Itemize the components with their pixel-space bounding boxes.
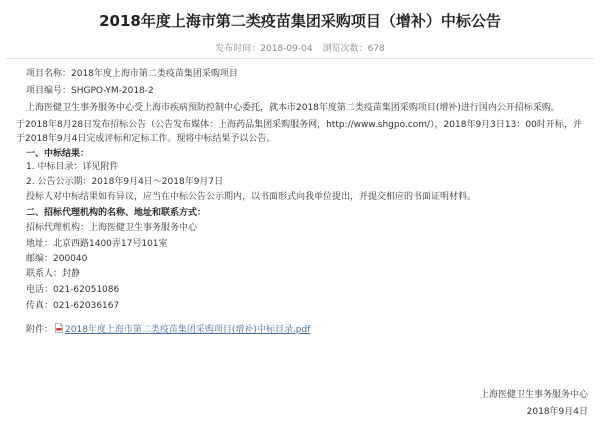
agency-name: 招标代理机构：上海医健卫生事务服务中心 <box>26 223 198 233</box>
page-title: 2018年度上海市第二类疫苗集团采购项目（增补）中标公告 <box>99 12 501 30</box>
agency-postcode: 邮编：200040 <box>26 254 88 264</box>
views-count: 678 <box>367 44 385 54</box>
publish-date: 2018-09-04 <box>260 44 313 54</box>
project-number: 项目编号：SHGPO-YM-2018-2 <box>26 86 154 96</box>
intro-paragraph-line-3: 于2018年9月4日完成评标和定标工作。现将中标结果予以公告。 <box>16 134 276 144</box>
result-item-1: 1. 中标目录：详见附件 <box>26 162 119 172</box>
signature-organization: 上海医健卫生事务服务中心 <box>479 390 588 400</box>
agency-phone: 电话：021-62051086 <box>26 285 120 295</box>
project-name: 项目名称：2018年度上海市第二类疫苗集团采购项目 <box>26 69 238 79</box>
agency-contact: 联系人：封静 <box>26 269 81 279</box>
agency-address: 地址：北京西路1400弄17号101室 <box>26 239 168 249</box>
objection-notice: 投标人对中标结果如有异议，应当在中标公告公示期内，以书面形式向我单位提出，并提交相应的书面证明材料。 <box>26 192 477 202</box>
attachment-label: 附件： <box>26 325 54 335</box>
result-item-2: 2. 公告公示期：2018年9月4日～2018年9月7日 <box>26 177 224 187</box>
intro-paragraph-line-1: 上海医健卫生事务服务中心受上海市疾病预防控制中心委托，就本市2018年度第二类疫苗集团采购项目(增补)进行国内公开招标采购。 <box>26 103 560 113</box>
signature-date: 2018年9月4日 <box>526 407 588 417</box>
attachment-pdf-link[interactable]: 2018年度上海市第二类疫苗集团采购项目(增补)中标目录.pdf <box>65 325 311 335</box>
intro-paragraph-line-2: 于2018年8月28日发布招标公告（公告发布媒体：上海药品集团采购服务网，http://www.shgpo.com/），2018年9月3日13：00时开标，并 <box>16 120 582 130</box>
section-heading-agency: 二、招标代理机构的名称、地址和联系方式： <box>26 208 207 218</box>
views-label: 浏览次数： <box>322 44 368 54</box>
publish-label: 发布时间： <box>215 44 261 54</box>
attachment-row <box>26 323 310 336</box>
section-heading-results: 一、中标结果： <box>26 149 90 159</box>
article-meta <box>0 41 600 54</box>
title-divider <box>6 58 594 59</box>
agency-fax: 传真：021-62036167 <box>26 301 120 311</box>
pdf-file-icon <box>55 323 63 333</box>
